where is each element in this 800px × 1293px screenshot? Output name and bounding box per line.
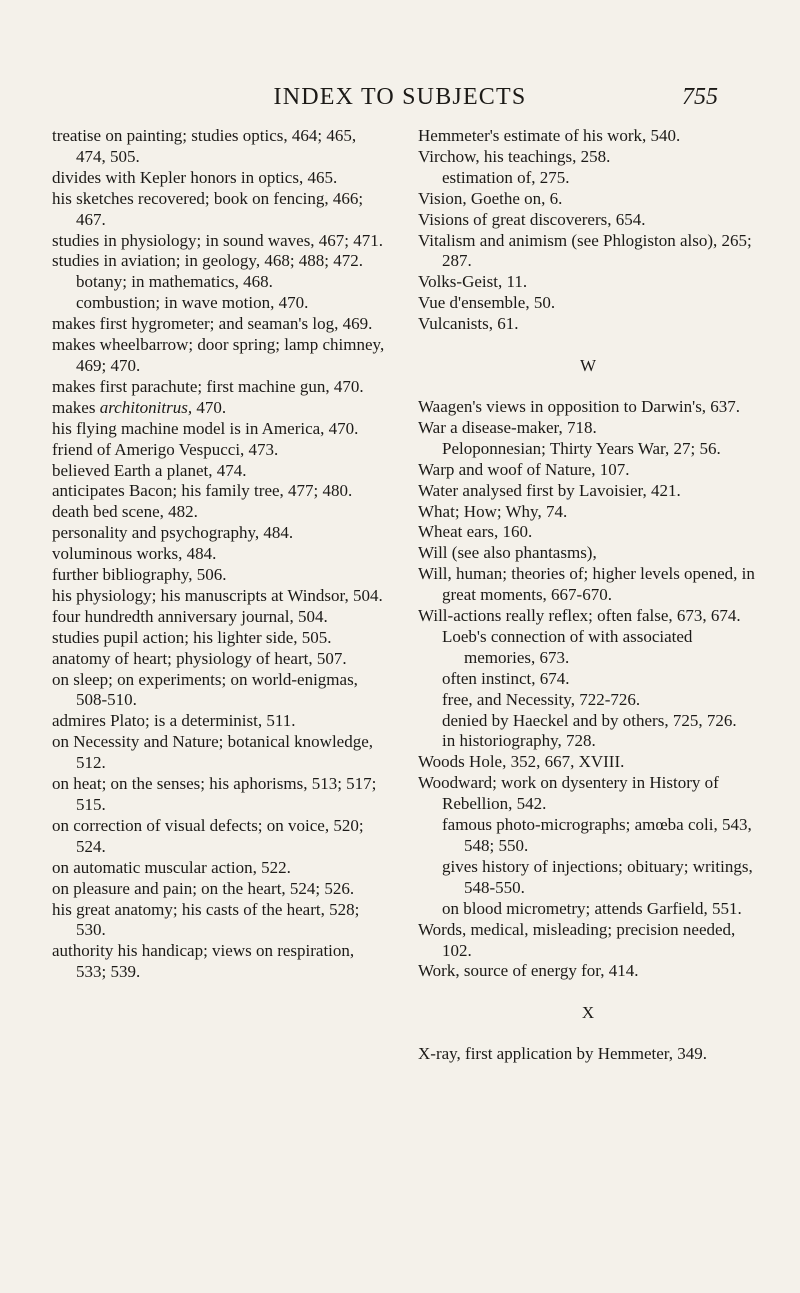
- index-entry: studies in physiology; in sound waves, 467; 471.: [52, 230, 384, 250]
- index-subentry: often instinct, 674.: [442, 668, 570, 688]
- entry-text-suffix: 470.: [192, 397, 227, 417]
- section-letter: X: [581, 1003, 595, 1023]
- index-entry: authority his handicap; views on respiration, 533; 539.: [52, 941, 355, 982]
- index-subentry: Loeb's connection of with associated memories, 673.: [442, 626, 693, 667]
- index-entry: Woods Hole, 352, 667, XVIII.: [418, 752, 625, 772]
- index-entry: Words, medical, misleading; precision needed, 102.: [418, 919, 736, 960]
- index-entry: What; How; Why, 74.: [418, 501, 568, 521]
- index-entry: Vision, Goethe on, 6.: [418, 188, 563, 208]
- running-title: INDEX TO SUBJECTS: [273, 84, 527, 110]
- index-entry: death bed scene, 482.: [52, 502, 198, 522]
- index-subentry: denied by Haeckel and by others, 725, 726.: [442, 710, 737, 730]
- index-column-left: [52, 126, 388, 983]
- index-entry: his sketches recovered; book on fencing, 466; 467.: [52, 188, 364, 229]
- index-subentry: combustion; in wave motion, 470.: [76, 293, 309, 313]
- index-entry: divides with Kepler honors in optics, 465.: [52, 167, 338, 187]
- index-entry: anatomy of heart; physiology of heart, 507.: [52, 648, 347, 668]
- index-entry: Waagen's views in opposition to Darwin's, 637.: [418, 396, 741, 416]
- index-entry: his flying machine model is in America, 470.: [52, 418, 359, 438]
- index-entry: Will-actions really reflex; often false, 673, 674.: [418, 606, 741, 626]
- index-entry: Will, human; theories of; higher levels opened, in great moments, 667-670.: [418, 564, 755, 605]
- index-subentry: estimation of, 275.: [442, 167, 570, 187]
- index-entry: Vitalism and animism (see Phlogiston also), 265; 287.: [418, 230, 752, 271]
- index-entry: studies in aviation; in geology, 468; 488; 472.: [52, 251, 364, 271]
- index-subentry: botany; in mathematics, 468.: [76, 272, 273, 292]
- index-entry: Vulcanists, 61.: [418, 314, 519, 334]
- index-entry: four hundredth anniversary journal, 504.: [52, 606, 328, 626]
- index-entry: treatise on painting; studies optics, 464; 465, 474, 505.: [52, 126, 357, 166]
- index-entry: admires Plato; is a determinist, 511.: [52, 711, 296, 731]
- index-entry: his great anatomy; his casts of the heart, 528; 530.: [52, 899, 360, 940]
- index-entry: makes wheelbarrow; door spring; lamp chimney, 469; 470.: [52, 335, 385, 375]
- index-entry: on sleep; on experiments; on world-enigmas, 508-510.: [52, 669, 358, 710]
- index-entry: Warp and woof of Nature, 107.: [418, 459, 630, 479]
- page-header: [0, 84, 800, 114]
- index-entry: voluminous works, 484.: [52, 544, 217, 564]
- index-subentry: on blood micrometry; attends Garfield, 551.: [442, 898, 742, 918]
- index-subentry: in historiography, 728.: [442, 731, 596, 751]
- index-subentry: gives history of injections; obituary; writings, 548-550.: [442, 856, 753, 897]
- index-entry: further bibliography, 506.: [52, 565, 227, 585]
- index-subentry: famous photo-micrographs; amœba coli, 543, 548; 550.: [442, 815, 752, 855]
- index-entry: Woodward; work on dysentery in History of Rebellion, 542.: [418, 773, 719, 814]
- index-entry: believed Earth a planet, 474.: [52, 460, 247, 480]
- index-entry: makes first hygrometer; and seaman's log, 469.: [52, 314, 373, 334]
- index-subentry: free, and Necessity, 722-726.: [442, 689, 641, 709]
- index-entry: X-ray, first application by Hemmeter, 349.: [418, 1044, 708, 1064]
- entry-text-italic: architonitrus,: [99, 397, 193, 417]
- index-entry: Volks-Geist, 11.: [418, 272, 528, 292]
- index-column-right: [418, 126, 758, 1065]
- entry-text-prefix: makes: [52, 397, 100, 417]
- index-entry: War a disease-maker, 718.: [418, 417, 597, 437]
- index-entry: Work, source of energy for, 414.: [418, 961, 639, 981]
- index-subentry: Peloponnesian; Thirty Years War, 27; 56.: [442, 438, 721, 458]
- index-entry: on pleasure and pain; on the heart, 524; 526.: [52, 878, 355, 898]
- index-entry: Vue d'ensemble, 50.: [418, 293, 556, 313]
- index-entry: Hemmeter's estimate of his work, 540.: [418, 126, 681, 145]
- index-entry: on Necessity and Nature; botanical knowledge, 512.: [52, 732, 374, 773]
- index-entry: studies pupil action; his lighter side, 505.: [52, 627, 332, 647]
- index-entry: Will (see also phantasms),: [418, 543, 597, 563]
- index-entry: anticipates Bacon; his family tree, 477; 480.: [52, 481, 353, 501]
- index-entry: [52, 398, 388, 419]
- index-entry: friend of Amerigo Vespucci, 473.: [52, 439, 279, 459]
- page-number: 755: [682, 84, 718, 110]
- index-entry: on correction of visual defects; on voice, 520; 524.: [52, 815, 364, 856]
- section-letter: W: [579, 356, 597, 376]
- index-entry: his physiology; his manuscripts at Windsor, 504.: [52, 585, 383, 605]
- index-entry: Water analysed first by Lavoisier, 421.: [418, 480, 681, 500]
- index-entry: personality and psychography, 484.: [52, 523, 294, 543]
- index-entry: on heat; on the senses; his aphorisms, 513; 517; 515.: [52, 774, 377, 814]
- index-entry: makes first parachute; first machine gun, 470.: [52, 376, 364, 396]
- index-entry: Visions of great discoverers, 654.: [418, 209, 646, 229]
- index-entry: Wheat ears, 160.: [418, 522, 533, 542]
- index-entry: Virchow, his teachings, 258.: [418, 146, 611, 166]
- index-entry: on automatic muscular action, 522.: [52, 857, 291, 877]
